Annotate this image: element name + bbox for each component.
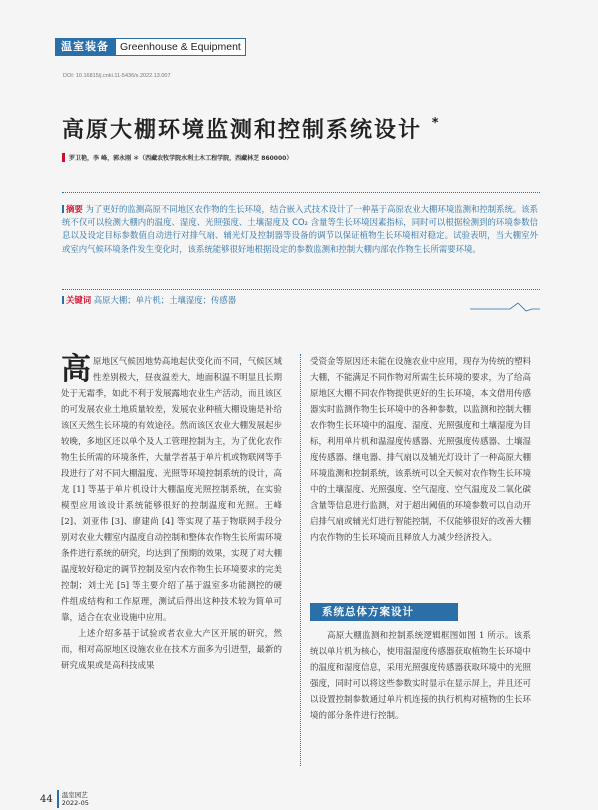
- section-tag-en: Greenhouse & Equipment: [115, 38, 246, 56]
- paragraph-system-design: 高原大棚监测和控制系统逻辑框图如图 1 所示。该系统以单片机为核心，使用温湿度传感器获取植物生长环境中的温度和湿度信息，采用光照强度传感器获取环境中的光照强度，同时可以将这些参数实时显示在显示屏上，并且还可以设置控制参数通过单片机连接的执行机构对植物的生长环境的部分条件进行控制。: [310, 631, 532, 721]
- doi: DOI: 10.16815/j.cnki.11-5436/s.2022.13.007: [63, 73, 171, 79]
- authors-line: 罗卫艳，李 峰，郭永刚 ＊（西藏农牧学院水利土木工程学院，西藏林芝 860000）: [62, 153, 292, 162]
- section-heading: 系统总体方案设计: [310, 603, 458, 621]
- issue-number: 2022-05: [61, 799, 89, 807]
- paragraph-intro: 原地区气候因地势高地起伏变化而不同，气候区域性差别极大，昼夜温差大，地面积温不明显且长期处于无霜季，如此不利于发展露地农业生产活动，而且该区的可发展农业土地质量较差，发展农业种植大棚设施是补给该区天然生长环境的有效途径。然而该区农业大棚发展起步较晚，多地区还以单个及人工管理控制为主，为了优化农作物生长所需的环境条件，大量学者基于单片机或物联网等手段进行了对不同大棚温度、光照等环境控制系统的设计，高龙 [1] 等基于单片机设计大棚温度光照控制系统，在实验模型应用该设计系统能够很好的控制温度和光照。王峰 [2]、刘亚伟 [3]、廖建尚 [4] 等实现了基于物联网手段分别对农业大棚室内温度自动控制和整体农作物生长所需环境条件进行系统的研究，均达到了预期的效果，实现了对大棚温度较好稳定的调节控制及室内农作物生长环境要求的完美控制；刘士光 [5] 等主要介绍了基于温室多功能测控的硬件组成结构和工作原理，测试后得出这种技术较为简单可靠，适合在农业设施中应用。: [61, 357, 283, 623]
- body-column-right-lower: [310, 628, 531, 724]
- abstract-text: 为了更好的监测高原不同地区农作物的生长环境，结合嵌入式技术设计了一种基于高原农业大棚环境监测和控制系统。该系统不仅可以检测大棚内的温度、湿度、光照强度、土壤湿度及 CO₂ 含量等生长环境因素指标，同时可以根据检测到的环境参数信息以及设定目标参数值自动进行对排气扇、辅光灯及控制器等设备的调节以保证植物生长环境相对稳定。试验表明，当大棚室外或室内气候环境条件发生变化时，该系统能够很好地根据设定的参数监测和控制大棚内部农作物生长所需要环境。: [62, 204, 539, 254]
- abstract-label: 摘要: [62, 204, 83, 214]
- drop-cap: 高: [61, 352, 91, 387]
- title-footnote-mark: *: [431, 115, 441, 131]
- keywords-text: 高原大棚；单片机；土壤湿度；传感器: [93, 295, 237, 305]
- divider-middle: [62, 289, 540, 290]
- body-column-right: [310, 354, 531, 546]
- page-number: 44: [40, 793, 53, 805]
- keywords: [62, 294, 236, 306]
- section-tag: [55, 38, 246, 56]
- paragraph-review: 上述介绍多基于试验或者农业大产区开展的研究，然而，相对高原地区设施农业在技术方面多为引进型，最新的研究成果或是高科技成果: [61, 629, 283, 671]
- footer-bar: [57, 790, 59, 808]
- section-tag-cn: 温室装备: [55, 38, 115, 56]
- keywords-label: 关键词: [62, 295, 91, 305]
- column-divider: [300, 354, 301, 766]
- body-column-left: [61, 354, 282, 674]
- paragraph-continued: 受资金等原因还未能在设施农业中应用，现存为传统的塑料大棚，不能满足不同作物对所需生长环境的要求，为了给高原地区大棚不同农作物提供更好的生长环境，本文借用传感器实时监测作物生长环境中的各种参数，以监测和控制大棚农作物生长环境中的温度、湿度、光照强度和土壤湿度为目标，利用单片机和温湿度传感器、光照强度传感器、土壤湿度传感器、继电器、排气扇以及辅光灯设计了一种高原大棚环境监测和控制系统，该系统可以全天候对农作物生长环境中的土壤湿度、光照强度、空气湿度、空气温度及二氧化碳含量等信息进行监测，对于超出阈值的环境参数可以自动开启排气扇或辅光灯进行智能控制，不仅能够很好的改善大棚内农作物的生长环境而且释放人力减少经济投入。: [310, 357, 532, 543]
- divider-top: [62, 192, 540, 193]
- page-footer: [40, 790, 89, 808]
- article-title: [62, 113, 441, 144]
- article-title-text: 高原大棚环境监测和控制系统设计: [62, 118, 423, 143]
- footer-magazine: [62, 791, 89, 807]
- wave-decoration-icon: [470, 300, 540, 314]
- abstract: [62, 203, 538, 256]
- magazine-name: 温室园艺: [61, 791, 88, 799]
